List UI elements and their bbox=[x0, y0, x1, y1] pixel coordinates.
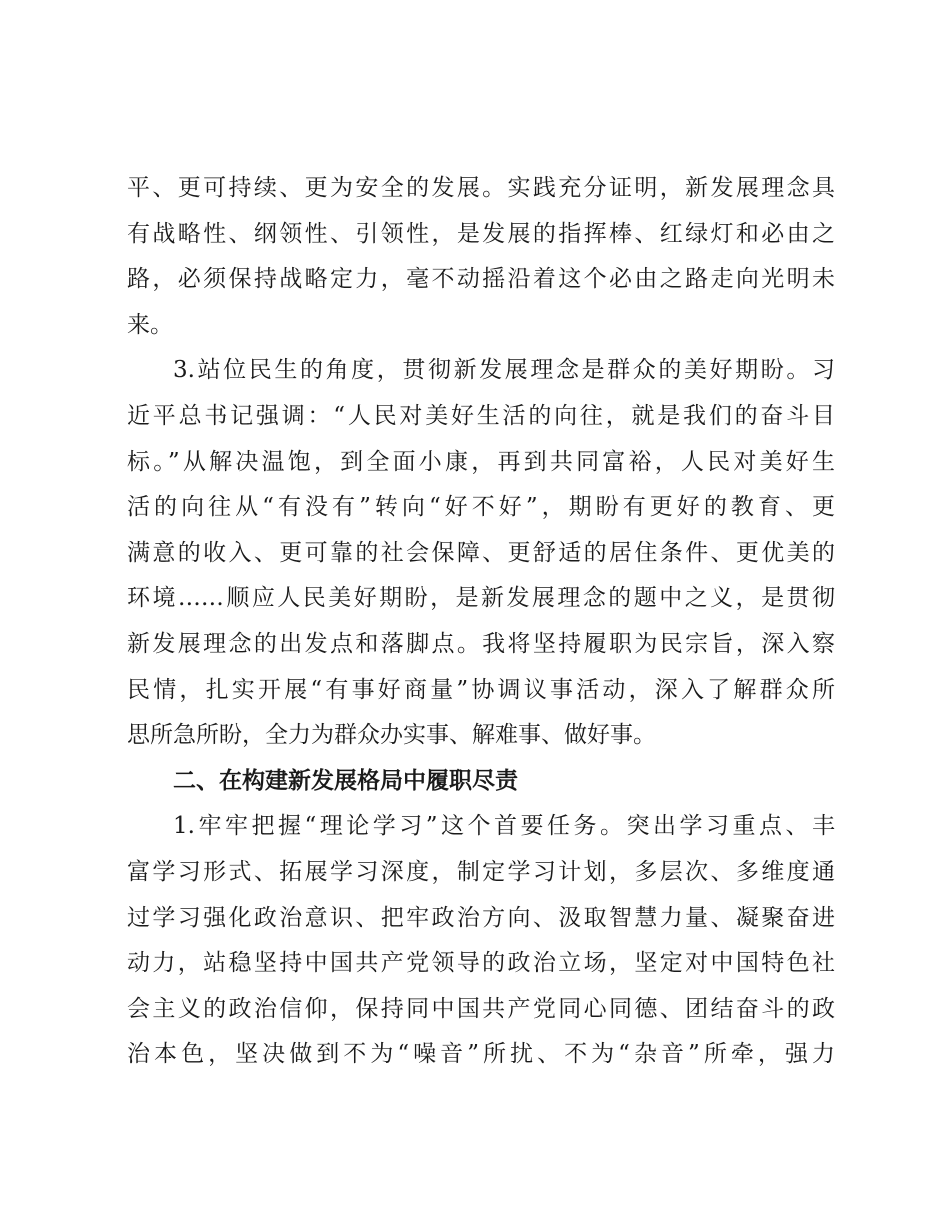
text-line: 标。”从解决温饱，到全面小康，再到共同富裕，人民对美好生 bbox=[127, 448, 835, 475]
text-line: 近平总书记强调：“人民对美好生活的向往，就是我们的奋斗目 bbox=[127, 402, 835, 429]
text-line: 平、更可持续、更为安全的发展。实践充分证明，新发展理念具 bbox=[127, 175, 835, 201]
text-line: 民情，扎实开展“有事好商量”协调议事活动，深入了解群众所 bbox=[127, 676, 835, 703]
text-line: 新发展理念的出发点和落脚点。我将坚持履职为民宗旨，深入察 bbox=[127, 630, 835, 657]
section-heading: 二、在构建新发展格局中履职尽责 bbox=[173, 767, 518, 794]
text-line: 路，必须保持战略定力，毫不动摇沿着这个必由之路走向光明未 bbox=[127, 266, 835, 293]
text-line: 来。 bbox=[127, 311, 173, 338]
text-line: 环境……顺应人民美好期盼，是新发展理念的题中之义，是贯彻 bbox=[127, 585, 835, 612]
paragraph-item-1 bbox=[127, 804, 835, 1078]
text-line: 活的向往从“有没有”转向“好不好”，期盼有更好的教育、更 bbox=[127, 494, 835, 521]
document-page bbox=[127, 166, 835, 1078]
text-line: 动力，站稳坚持中国共产党领导的政治立场，坚定对中国特色社 bbox=[127, 950, 835, 977]
paragraph-continuation bbox=[127, 166, 835, 348]
text-line: 思所急所盼，全力为群众办实事、解难事、做好事。 bbox=[127, 722, 656, 749]
text-line: 3.站位民生的角度，贯彻新发展理念是群众的美好期盼。习 bbox=[173, 357, 835, 384]
text-line: 满意的收入、更可靠的社会保障、更舒适的居住条件、更优美的 bbox=[127, 539, 835, 566]
text-line: 过学习强化政治意识、把牢政治方向、汲取智慧力量、凝聚奋进 bbox=[127, 904, 835, 931]
paragraph-item-3 bbox=[127, 348, 835, 758]
text-line: 1.牢牢把握“理论学习”这个首要任务。突出学习重点、丰 bbox=[173, 813, 835, 840]
text-line: 会主义的政治信仰，保持同中国共产党同心同德、团结奋斗的政 bbox=[127, 995, 835, 1022]
text-line: 治本色，坚决做到不为“噪音”所扰、不为“杂音”所牵，强力 bbox=[127, 1041, 835, 1068]
text-line: 富学习形式、拓展学习深度，制定学习计划，多层次、多维度通 bbox=[127, 858, 835, 885]
text-line: 有战略性、纲领性、引领性，是发展的指挥棒、红绿灯和必由之 bbox=[127, 220, 835, 247]
